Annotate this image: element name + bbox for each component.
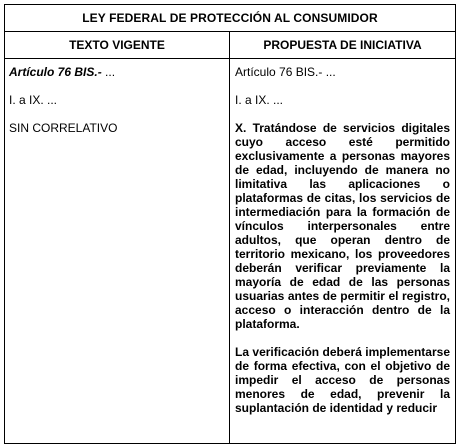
proposal-fractions: I. a IX. ... <box>235 93 284 107</box>
header-proposal: PROPUESTA DE INICIATIVA <box>263 38 422 52</box>
law-title: LEY FEDERAL DE PROTECCIÓN AL CONSUMIDOR <box>5 5 455 32</box>
comparison-table <box>4 4 456 444</box>
content-row <box>5 59 455 444</box>
current-article-tail: ... <box>101 65 116 79</box>
current-text-cell <box>5 59 230 444</box>
no-correlative-note: SIN CORRELATIVO <box>9 121 118 135</box>
proposal-article: Artículo 76 BIS.- ... <box>235 65 336 79</box>
current-article <box>9 65 225 79</box>
header-current-text: TEXTO VIGENTE <box>5 32 230 58</box>
proposal-cell <box>230 59 455 444</box>
current-fractions: I. a IX. ... <box>9 93 58 107</box>
current-article-label: Artículo 76 BIS.- <box>9 65 102 79</box>
proposal-verification: La verificación deberá implementarse de forma efectiva, con el objetivo de impedir el acceso de personas menores de edad, prevenir la suplantación de identidad y reducir <box>235 345 450 415</box>
proposal-fraction-x: X. Tratándose de servicios digitales cuyo acceso esté permitido exclusivamente a personas mayores de edad, incluyendo de manera no limitativa las aplicaciones o plataformas de citas, los servicios de intermediación para la formación de vínculos interpersonales entre adultos, que operan dentro de territorio mexicano, los proveedores deberán verificar previamente la mayoría de edad de las personas usuarias antes de permitir el registro, acceso o interacción dentro de la plataforma. <box>235 121 450 331</box>
column-header-row <box>5 32 455 59</box>
